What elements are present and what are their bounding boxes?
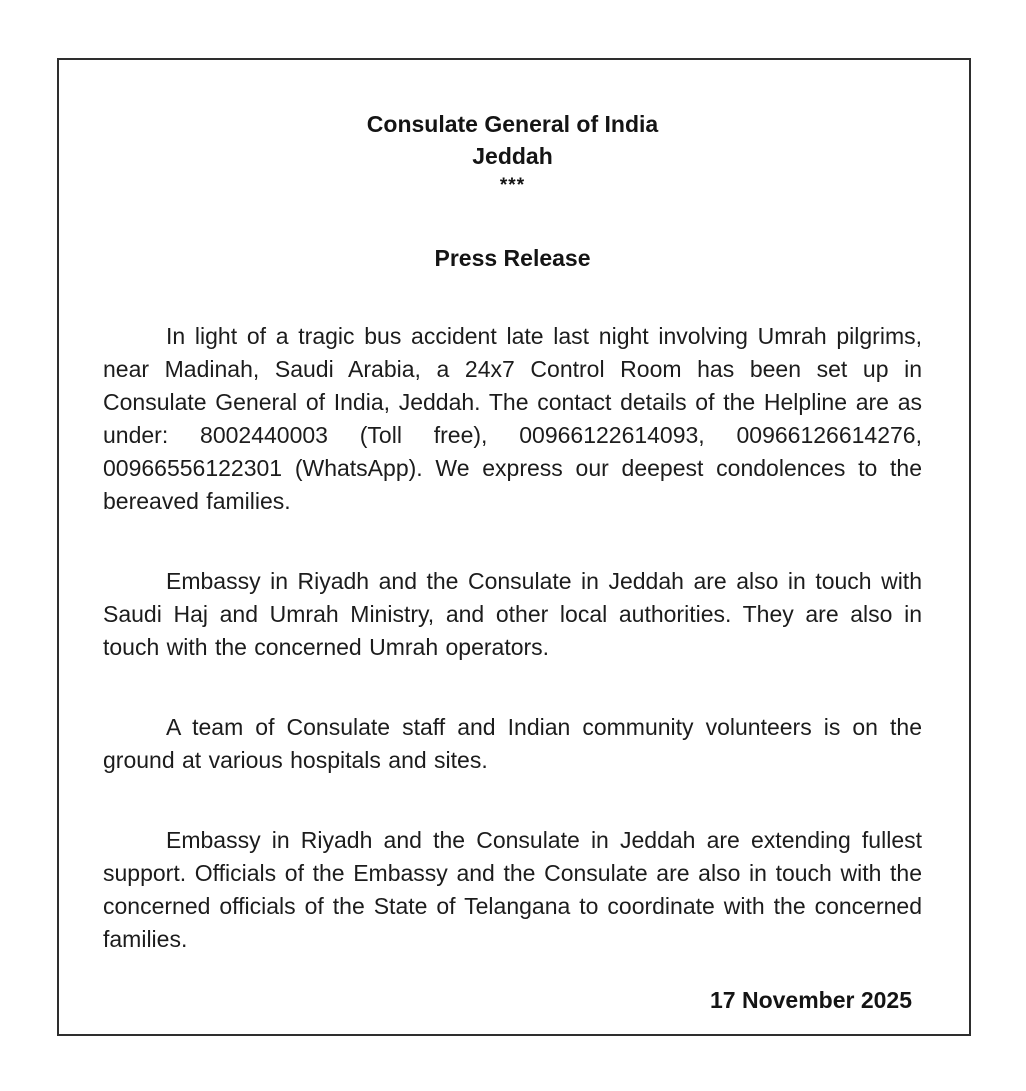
document-title: Press Release	[434, 245, 591, 271]
press-release-document	[57, 58, 971, 1036]
document-header	[103, 108, 922, 274]
separator-stars: ***	[499, 175, 526, 196]
paragraph-authorities: Embassy in Riyadh and the Consulate in Jeddah are also in touch with Saudi Haj and Umrah Ministry, and other local authorities. They are also in touch with the concerned Umrah operators.	[103, 568, 922, 660]
paragraph-control-room: In light of a tragic bus accident late last night involving Umrah pilgrims, near Madinah, Saudi Arabia, a 24x7 Control Room has been set up in Consulate General of India, Jeddah. The contact details of the Helpline are as under: 8002440003 (Toll free), 00966122614093, 00966126614276, 00966556122301 (WhatsApp). We express our deepest condolences to the bereaved families.	[103, 323, 922, 514]
paragraph-support: Embassy in Riyadh and the Consulate in Jeddah are extending fullest support. Officials of the Embassy and the Consulate are also in touch with the concerned officials of the State of Telangana to coordinate with the concerned families.	[103, 827, 922, 952]
paragraph-volunteers: A team of Consulate staff and Indian community volunteers is on the ground at various hospitals and sites.	[103, 714, 922, 773]
document-date: 17 November 2025	[709, 987, 912, 1013]
org-name: Consulate General of India	[366, 111, 659, 137]
org-city: Jeddah	[472, 143, 553, 169]
